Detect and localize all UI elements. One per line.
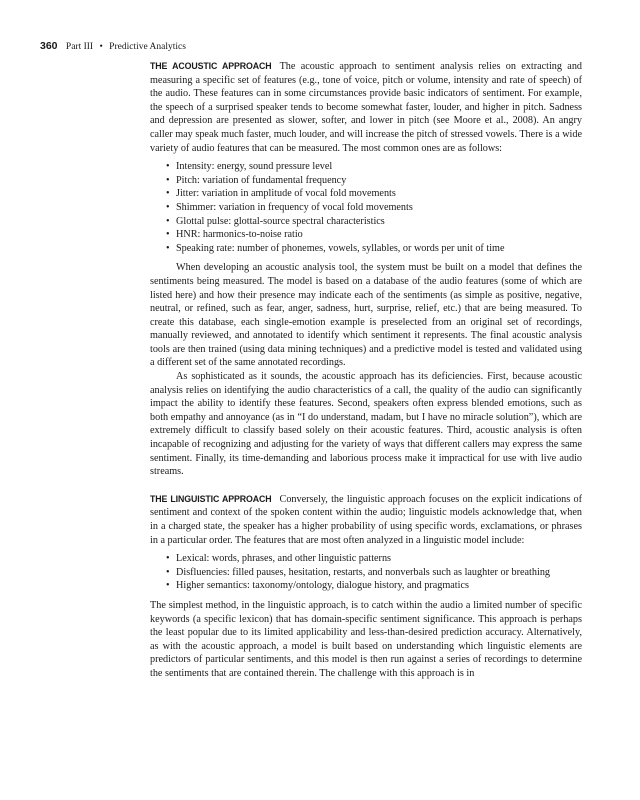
bullet-glyph: • (166, 201, 170, 213)
list-item: • HNR: harmonics-to-noise ratio (166, 229, 303, 241)
bullet-glyph: • (166, 580, 170, 592)
bullet-glyph: • (166, 242, 170, 254)
body-text (150, 60, 582, 681)
list-item: • Higher semantics: taxonomy/ontology, dialogue history, and pragmatics (166, 580, 469, 592)
bullet-glyph: • (166, 553, 170, 565)
acoustic-intro-text: The acoustic approach to sentiment analysis relies on extracting and measuring a specific set of features (e.g., tone of voice, pitch or volume, intensity and rate of speech) of the audio. These features can in some circumstances provide basic indicators of sentiment. For example, the speech of a surprised speaker tends to become somewhat faster, louder, and higher in pitch. Sadness and depression are presented as slower, softer, and lower in pitch (see Moore et al., 2008). An angry caller may speak much faster, much louder, and will increase the pitch of stressed vowels. There is a wide variety of audio features that can be measured. The most common ones are as follows: (150, 61, 583, 154)
acoustic-heading: THE ACOUSTIC APPROACH (150, 61, 272, 71)
list-item: • Glottal pulse: glottal-source spectral characteristics (166, 215, 385, 227)
linguistic-intro-text: Conversely, the linguistic approach focuses on the explicit indications of sentiment and context of the spoken content within the audio; linguistic models acknowledge that, when in a charged state, the speaker has a higher probability of using specific words, exclamations, or phrases in a particular order. The features that are most often analyzed in a linguistic model include: (150, 493, 583, 546)
acoustic-feature-list (150, 160, 582, 255)
list-item: • Disfluencies: filled pauses, hesitation, restarts, and nonverbals such as laughter or breathing (166, 566, 551, 578)
chapter-title: Predictive Analytics (109, 42, 186, 52)
list-item: • Intensity: energy, sound pressure level (166, 161, 333, 173)
acoustic-intro-paragraph (150, 60, 582, 155)
linguistic-intro-paragraph (150, 493, 582, 547)
bullet-glyph: • (166, 188, 170, 200)
linguistic-heading: THE LINGUISTIC APPROACH (150, 493, 272, 504)
running-head (40, 40, 186, 52)
list-item: • Jitter: variation in amplitude of vocal fold movements (166, 188, 396, 200)
part-label: Part III (65, 42, 94, 52)
bullet-glyph: • (166, 215, 170, 227)
list-item: • Shimmer: variation in frequency of vocal fold movements (166, 201, 413, 213)
bullet-glyph: • (166, 566, 170, 578)
page-number: 360 (40, 40, 58, 52)
running-head-separator: • (99, 42, 103, 52)
bullet-glyph: • (166, 161, 170, 173)
list-item: • Speaking rate: number of phonemes, vowels, syllables, or words per unit of time (166, 242, 505, 254)
linguistic-feature-list (150, 552, 582, 593)
bullet-glyph: • (166, 229, 170, 241)
linguistic-paragraph-2: The simplest method, in the linguistic approach, is to catch within the audio a limited number of specific keywords (a specific lexicon) that has domain-specific sentiment significance. This approach is perhaps the least popular due to its limited applicability and less-than-desired prediction accuracy. Alternatively, as with the acoustic approach, a model is built based on understanding which linguistic elements are predictors of particular sentiments, and this model is then run against a series of recordings to determine the sentiments that are contained therein. The challenge with this approach is in (150, 599, 582, 679)
acoustic-paragraph-3: As sophisticated as it sounds, the acoustic approach has its deficiencies. First, because acoustic analysis relies on identifying the audio characteristics of a call, the quality of the audio can significantly impact the ability to identify these features. Second, speakers often express blended emotions, such as both empathy and annoyance (as in “I do understand, madam, but I have no miracle solution”), which are extremely difficult to classify based solely on their acoustic features. Third, acoustic analysis is often incapable of recognizing and adjusting for the variety of ways that different callers may express the same sentiment. Finally, its time-demanding and laborious process make it impractical for use with live audio streams. (150, 371, 582, 478)
bullet-glyph: • (166, 174, 170, 186)
list-item: • Lexical: words, phrases, and other linguistic patterns (166, 553, 392, 565)
acoustic-paragraph-2: When developing an acoustic analysis tool, the system must be built on a model that defines the sentiments being measured. The model is based on a database of the audio features (some of which are listed here) and how their presence may indicate each of the sentiments (as simple as positive, negative, neutral, or refined, such as fear, anger, sadness, hurt, surprise, relief, etc.) that are being measured. To create this database, each single-emotion example is preselected from an original set of recordings, manually reviewed, and annotated to identify which sentiment it represents. The final acoustic analysis tools are then trained (using data mining techniques) and a predictive model is tested and validated using a different set of the same annotated recordings. (150, 262, 582, 369)
list-item: • Pitch: variation of fundamental frequency (166, 174, 347, 186)
